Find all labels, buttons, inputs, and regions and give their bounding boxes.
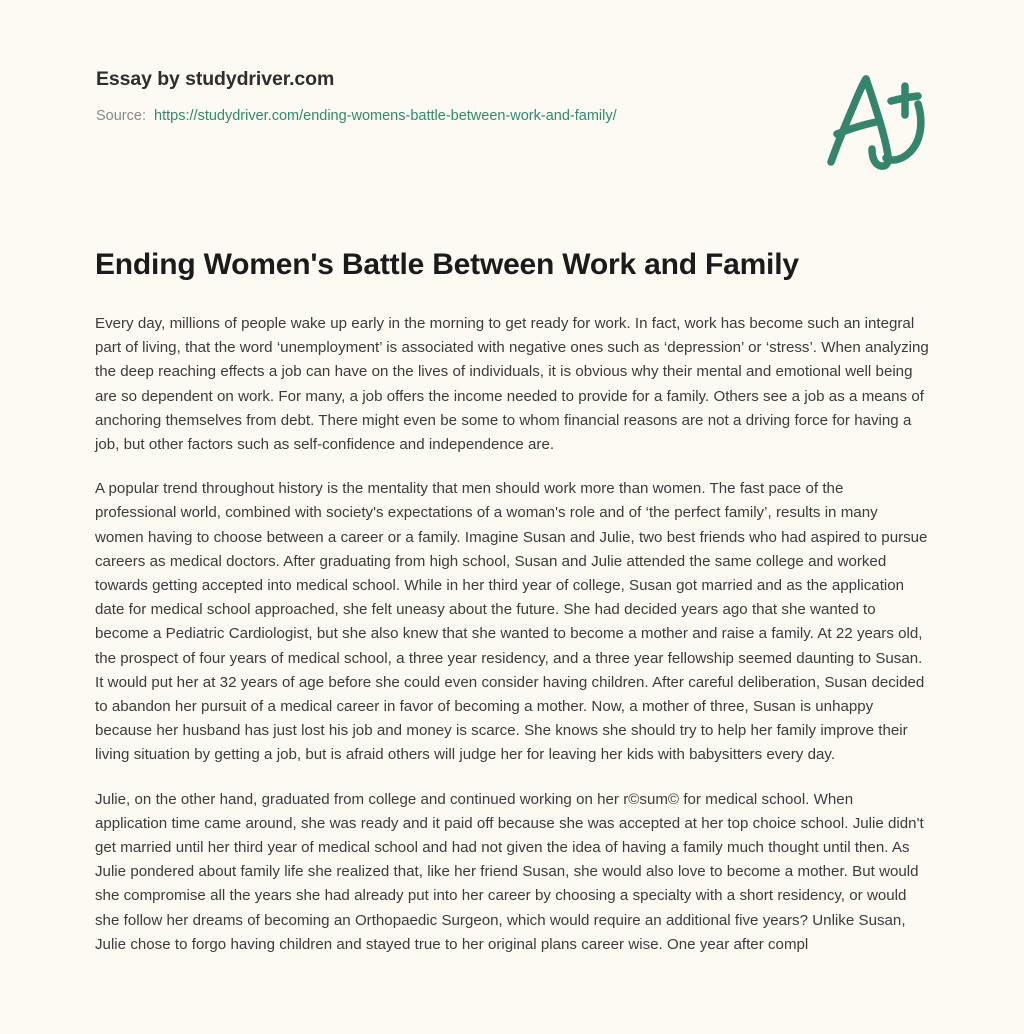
paragraph: Julie, on the other hand, graduated from college and continued working on her r©sum© for medical school. When application time came around, she was ready and it paid off because she was accepted at her top choice school. Julie didn't get married until her third year of medical school and had not given the idea of having a family much thought until then. As Julie pondered about family life she realized that, like her friend Susan, she would also love to become a mother. But would she compromise all the years she had already put into her career by choosing a specialty with a short residency, or would she follow her dreams of becoming an Orthopaedic Surgeon, which would require an additional five years? Unlike Susan, Julie chose to forgo having children and stayed true to her original plans career wise. One year after compl [95, 790, 924, 953]
source-url-link[interactable]: https://studydriver.com/ending-womens-battle-between-work-and-family/ [154, 108, 617, 125]
essay-body [95, 312, 929, 957]
page-header [0, 0, 1024, 200]
page-title: Ending Women's Battle Between Work and Family [95, 248, 799, 281]
studydriver-logo[interactable] [806, 52, 936, 182]
essay-by-heading: Essay by studydriver.com [96, 68, 335, 90]
source-line [96, 107, 796, 126]
source-label: Source: [96, 108, 146, 125]
header-text-block [96, 68, 796, 126]
paragraph: Every day, millions of people wake up early in the morning to get ready for work. In fact, work has become such an integral part of living, that the word ‘unemployment’ is associated with negative ones such as ‘depression’ or ‘stress’. When analyzing the deep reaching effects a job can have on the lives of individuals, it is obvious why their mental and emotional well being are so dependent on work. For many, a job offers the income needed to provide for a family. Others see a job as a means of anchoring themselves from debt. There might even be some to whom financial reasons are not a driving force for having a job, but other factors such as self-confidence and independence are. [95, 315, 929, 454]
paragraph: A popular trend throughout history is the mentality that men should work more than women. The fast pace of the professional world, combined with society's expectations of a woman's role and of ‘the perfect family’, results in many women having to choose between a career or a family. Imagine Susan and Julie, two best friends who had aspired to pursue careers as medical doctors. After graduating from high school, Susan and Julie attended the same college and worked towards getting accepted into medical school. While in her third year of college, Susan got married and as the application date for medical school approached, she felt uneasy about the future. She had decided years ago that she wanted to become a Pediatric Cardiologist, but she also knew that she wanted to become a mother and raise a family. At 22 years old, the prospect of four years of medical school, a three year residency, and a three year fellowship seemed daunting to Susan. It would put her at 32 years of age before she could even consider having children. After careful deliberation, Susan decided to abandon her pursuit of a medical career in favor of becoming a mother. Now, a mother of three, Susan is unhappy because her husband has just lost his job and money is scarce. She knows she should try to help her family improve their living situation by getting a job, but is afraid others will judge her for leaving her kids with babysitters every day. [95, 480, 928, 764]
a-plus-logo-icon [806, 52, 936, 182]
